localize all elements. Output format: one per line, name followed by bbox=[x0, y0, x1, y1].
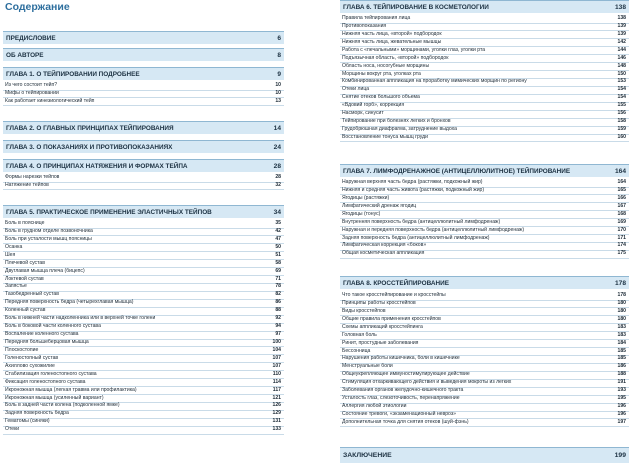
toc-entry-title: Головная боль bbox=[342, 331, 377, 338]
toc-entry-title: Икроножная мышца (легкая травма или профилактика) bbox=[5, 386, 137, 393]
chapter-heading[interactable] bbox=[3, 48, 284, 61]
toc-entry-title: Боль при усталости мышц поясницы bbox=[5, 235, 92, 242]
toc-entry[interactable] bbox=[3, 182, 284, 191]
toc-entry-page: 71 bbox=[275, 275, 281, 282]
toc-entry-page: 110 bbox=[272, 370, 281, 377]
toc-entry-page: 174 bbox=[617, 242, 626, 249]
toc-entry-page: 165 bbox=[617, 186, 626, 193]
toc-entry-title: Формы нарезки тейпов bbox=[5, 174, 60, 180]
chapter-heading[interactable] bbox=[340, 164, 629, 177]
chapter-page: 138 bbox=[614, 4, 626, 11]
toc-entry-page: 107 bbox=[272, 362, 281, 369]
toc-entry-title: Стабилизация голеностопного сустава bbox=[5, 370, 97, 377]
toc-entry-page: 146 bbox=[617, 54, 626, 61]
toc-entry-page: 158 bbox=[617, 118, 626, 125]
toc-entry-title: Подъязычная область, «второй» подбородок bbox=[342, 54, 449, 61]
chapter-page: 178 bbox=[614, 280, 626, 287]
toc-entry-page: 166 bbox=[617, 194, 626, 201]
toc-entry-page: 160 bbox=[617, 133, 626, 140]
toc-entry-title: Отеки bbox=[5, 426, 20, 433]
chapter-page: 34 bbox=[273, 209, 281, 216]
toc-entry-page: 170 bbox=[617, 226, 626, 233]
toc-entry-page: 28 bbox=[275, 174, 281, 180]
chapter-heading[interactable] bbox=[340, 0, 629, 13]
toc-entry-page: 167 bbox=[617, 202, 626, 209]
toc-entry-title: Плоскостопие bbox=[5, 346, 39, 353]
toc-entry-title: Из чего состоит тейп? bbox=[5, 82, 58, 88]
toc-entry-page: 191 bbox=[617, 379, 626, 386]
toc-entry-page: 178 bbox=[617, 292, 626, 298]
chapter-heading[interactable] bbox=[3, 67, 284, 80]
chapter-heading[interactable] bbox=[3, 140, 284, 153]
toc-entry-page: 183 bbox=[617, 323, 626, 330]
toc-entry-page: 69 bbox=[275, 267, 281, 274]
toc-entry-page: 42 bbox=[275, 227, 281, 234]
toc-entry-title: Фиксация голеностопного сустава bbox=[5, 378, 86, 385]
toc-entry-title: Усталость глаз, слезоточивость, перенапряжение bbox=[342, 395, 460, 402]
toc-entry-title: Задняя поверхность бедра (антицеллюлитный лимфодренаж) bbox=[342, 234, 490, 241]
toc-entry-title: Боль в задней части колена (подколенной ямке) bbox=[5, 402, 120, 409]
toc-entry-page: 183 bbox=[617, 331, 626, 338]
toc-entry-page: 51 bbox=[275, 251, 281, 258]
toc-entry[interactable] bbox=[3, 426, 284, 435]
toc-entry-title: Морщины вокруг рта, уголках рта bbox=[342, 70, 421, 77]
toc-entry-page: 88 bbox=[275, 307, 281, 314]
toc-entry-page: 82 bbox=[275, 291, 281, 298]
toc-entry-page: 180 bbox=[617, 307, 626, 314]
toc-entry-page: 117 bbox=[272, 386, 281, 393]
toc-entry-page: 47 bbox=[275, 235, 281, 242]
chapter-page: 199 bbox=[614, 452, 626, 459]
chapter-title: ГЛАВА 1. О ТЕЙПИРОВАНИИ ПОДРОБНЕЕ bbox=[6, 71, 140, 78]
toc-entry-page: 169 bbox=[617, 218, 626, 225]
toc-entry-page: 94 bbox=[275, 323, 281, 330]
toc-entry-page: 92 bbox=[275, 315, 281, 322]
toc-entry-page: 180 bbox=[617, 315, 626, 322]
toc-entry-title: Шея bbox=[5, 251, 16, 258]
toc-entry-title: Локтевой сустав bbox=[5, 275, 44, 282]
chapter-page: 6 bbox=[277, 35, 281, 42]
toc-entry-title: Правила тейпирования лица bbox=[342, 15, 411, 21]
toc-entry-title: Работа с «печальными» морщинами, уголки глаз, уголки рта bbox=[342, 46, 486, 53]
toc-entry-title: Натяжение тейпов bbox=[5, 181, 49, 188]
toc-entry-page: 180 bbox=[617, 299, 626, 306]
toc-entry-page: 195 bbox=[617, 395, 626, 402]
toc-entry-page: 164 bbox=[617, 179, 626, 185]
toc-entry-title: Запястье bbox=[5, 283, 27, 290]
toc-entry-title: Боль в боковой части коленного сустава bbox=[5, 323, 101, 330]
toc-entry-page: 86 bbox=[275, 299, 281, 306]
toc-entry-title: Отеки лица bbox=[342, 86, 370, 93]
toc-entry-page: 131 bbox=[272, 418, 281, 425]
toc-entry-page: 156 bbox=[617, 110, 626, 117]
toc-entry-page: 153 bbox=[617, 78, 626, 85]
toc-entry-page: 184 bbox=[617, 339, 626, 346]
toc-entry-title: Боль в нижней части надколенника или в верхней точке голени bbox=[5, 315, 156, 322]
toc-entry-title: Ягодицы (тонус) bbox=[342, 210, 381, 217]
toc-entry-page: 175 bbox=[617, 250, 626, 257]
toc-entry-page: 139 bbox=[617, 30, 626, 37]
toc-entry-title: Общая косметическая аппликация bbox=[342, 250, 425, 257]
chapter-title: ГЛАВА 2. О ГЛАВНЫХ ПРИНЦИПАХ ТЕЙПИРОВАНИЯ bbox=[6, 125, 174, 132]
toc-entry-title: Икроножная мышца (усиленный вариант) bbox=[5, 394, 104, 401]
toc-entry-title: Противопоказания bbox=[342, 22, 387, 29]
toc-entry-title: Восстановление тонуса мышц груди bbox=[342, 133, 428, 140]
toc-entry-page: 100 bbox=[272, 338, 281, 345]
chapter-page: 164 bbox=[614, 168, 626, 175]
toc-entry-page: 114 bbox=[272, 378, 281, 385]
chapter-heading[interactable] bbox=[340, 276, 629, 289]
chapter-heading[interactable] bbox=[3, 159, 284, 172]
toc-entry-title: Боль в пояснице bbox=[5, 220, 45, 226]
toc-entry-title: Бессонница bbox=[342, 347, 371, 354]
toc-entry-title: Общеукрепляющее иммуностимулирующее действие bbox=[342, 371, 470, 378]
toc-entry-title: Состояние тревоги, «экзаменационный невроз» bbox=[342, 410, 456, 417]
toc-entry-title: Плечевой сустав bbox=[5, 259, 45, 266]
toc-entry-title: Передняя поверхность бедра (четырехглавая мышца) bbox=[5, 299, 134, 306]
toc-entry-page: 78 bbox=[275, 283, 281, 290]
toc-entry-title: Как работает кинезиологический тейп bbox=[5, 97, 95, 104]
toc-entry-page: 139 bbox=[617, 22, 626, 29]
toc-entry[interactable] bbox=[340, 419, 629, 428]
chapter-title: ГЛАВА 6. ТЕЙПИРОВАНИЕ В КОСМЕТОЛОГИИ bbox=[343, 4, 489, 11]
toc-entry-title: Воспаление коленного сустава bbox=[5, 331, 79, 337]
toc-entry-page: 121 bbox=[272, 394, 281, 401]
toc-entry-title: Наружная и передняя поверхность бедра (антицеллюлитный лимфодренаж) bbox=[342, 226, 525, 233]
chapter-page: 24 bbox=[273, 144, 281, 151]
toc-entry-page: 104 bbox=[272, 346, 281, 353]
toc-entry-page: 10 bbox=[275, 82, 281, 88]
toc-entry-page: 150 bbox=[617, 70, 626, 77]
toc-entry-title: Коленный сустав bbox=[5, 307, 46, 314]
toc-entry-title: Внутренняя поверхность бедра (антицеллюлитный лимфодренаж) bbox=[342, 218, 501, 225]
toc-entry-page: 58 bbox=[275, 259, 281, 266]
toc-entry-page: 171 bbox=[617, 234, 626, 241]
chapter-title: ГЛАВА 3. О ПОКАЗАНИЯХ И ПРОТИВОПОКАЗАНИЯХ bbox=[6, 144, 173, 151]
toc-entry-page: 196 bbox=[617, 403, 626, 409]
toc-entry-page: 144 bbox=[617, 46, 626, 53]
toc-entry-page: 148 bbox=[617, 62, 626, 69]
toc-entry-page: 129 bbox=[272, 410, 281, 417]
toc-entry-title: Насморк, синусит bbox=[342, 110, 384, 117]
toc-entry-page: 107 bbox=[272, 354, 281, 361]
toc-entry-title: Осанка bbox=[5, 243, 23, 250]
chapter-title: ГЛАВА 8. КРОССТЕЙПИРОВАНИЕ bbox=[343, 280, 449, 287]
toc-entry-page: 138 bbox=[617, 15, 626, 21]
toc-entry-title: Нарушения работы кишечника, боли в кишечнике bbox=[342, 355, 460, 362]
toc-entry-title: Задняя поверхность бедра bbox=[5, 410, 69, 417]
toc-entry-page: 193 bbox=[617, 387, 626, 394]
toc-entry-title: Заболевания органов желудочно-кишечного тракта bbox=[342, 387, 464, 394]
toc-entry-page: 126 bbox=[272, 402, 281, 409]
toc-entry[interactable] bbox=[340, 250, 629, 259]
toc-entry-page: 35 bbox=[275, 220, 281, 226]
toc-entry-title: Нижняя и средняя часть живота (растяжки, подкожный жир) bbox=[342, 186, 485, 193]
toc-entry-title: Менструальные боли bbox=[342, 363, 393, 370]
toc-entry-page: 159 bbox=[617, 126, 626, 132]
toc-entry-page: 142 bbox=[617, 38, 626, 45]
chapter-title: ПРЕДИСЛОВИЕ bbox=[6, 35, 56, 42]
toc-entry-title: Голеностопный сустав bbox=[5, 354, 59, 361]
toc-entry-title: «Вдовий горб», коррекция bbox=[342, 102, 405, 109]
toc-entry-page: 155 bbox=[617, 102, 626, 109]
toc-entry-title: Наружная верхняя часть бедра (растяжки, подкожный жир) bbox=[342, 179, 483, 185]
page-title: Содержание bbox=[5, 1, 70, 13]
chapter-page: 8 bbox=[277, 52, 281, 59]
toc-entry-page: 186 bbox=[617, 363, 626, 370]
toc-entry-page: 154 bbox=[617, 94, 626, 101]
toc-entry-title: Снятие отеков большого объема bbox=[342, 94, 420, 101]
toc-entry-title: Мифы о тейпировании bbox=[5, 89, 59, 96]
chapter-heading[interactable] bbox=[3, 121, 284, 134]
toc-entry-page: 154 bbox=[617, 86, 626, 93]
chapter-heading[interactable] bbox=[3, 205, 284, 218]
toc-entry-page: 13 bbox=[275, 97, 281, 104]
toc-entry-page: 168 bbox=[617, 210, 626, 217]
chapter-page: 28 bbox=[273, 163, 281, 170]
toc-entry-page: 10 bbox=[275, 89, 281, 96]
toc-entry-title: Боль в грудном отделе позвоночника bbox=[5, 227, 93, 234]
toc-entry-title: Ягодицы (растяжки) bbox=[342, 194, 390, 201]
chapter-title: ГЛАВА 7. ЛИМФОДРЕНАЖНОЕ (АНТИЦЕЛЛЮЛИТНОЕ) ТЕЙПИРОВАНИЕ bbox=[343, 168, 571, 175]
chapter-title: ГЛАВА 4. О ПРИНЦИПАХ НАТЯЖЕНИЯ И ФОРМАХ ТЕЙПА bbox=[6, 163, 188, 170]
toc-entry-title: Тейпирование при болезнях легких и бронхов bbox=[342, 118, 451, 125]
toc-entry-title: Область носа, носогубные морщины bbox=[342, 62, 430, 69]
toc-entry-page: 50 bbox=[275, 243, 281, 250]
toc-entry-page: 185 bbox=[617, 355, 626, 362]
chapter-heading[interactable] bbox=[3, 31, 284, 44]
toc-entry-title: Схемы аппликаций кросстейпинга bbox=[342, 323, 423, 330]
toc-entry-title: Гематомы (синяки) bbox=[5, 418, 50, 425]
toc-entry-title: Стимуляция отхаркивающего действия и выведения мокроты из легких bbox=[342, 379, 512, 386]
toc-entry-page: 197 bbox=[617, 418, 626, 425]
toc-entry-page: 188 bbox=[617, 371, 626, 378]
toc-entry-title: Ринит, простудные заболевания bbox=[342, 339, 419, 346]
chapter-page: 14 bbox=[273, 125, 281, 132]
chapter-title: ЗАКЛЮЧЕНИЕ bbox=[343, 452, 392, 459]
toc-entry-title: Комбинированная аппликация на проработку мимических морщин по региону bbox=[342, 78, 527, 85]
toc-entry[interactable] bbox=[340, 134, 629, 143]
chapter-title: ГЛАВА 5. ПРАКТИЧЕСКОЕ ПРИМЕНЕНИЕ ЭЛАСТИЧНЫХ ТЕЙПОВ bbox=[6, 209, 212, 216]
toc-entry-title: Аллергия любой этиологии bbox=[342, 403, 407, 409]
toc-entry-title: Тазобедренный сустав bbox=[5, 291, 59, 298]
toc-entry-title: Грудобрюшная диафрагма, затруднение выдоха bbox=[342, 126, 457, 132]
toc-entry-page: 97 bbox=[275, 331, 281, 337]
toc-entry[interactable] bbox=[3, 98, 284, 107]
toc-entry-title: Передняя большеберцовая мышца bbox=[5, 338, 89, 345]
toc-entry-title: Ахиллово сухожилие bbox=[5, 362, 55, 369]
toc-entry-page: 185 bbox=[617, 347, 626, 354]
toc-entry-page: 32 bbox=[275, 181, 281, 188]
toc-entry-title: Лимфатический дренаж ягодиц bbox=[342, 202, 417, 209]
toc-entry-title: Дополнительная точка для снятия отеков (шуй-фэнь) bbox=[342, 418, 469, 425]
toc-entry-title: Двуглавая мышца плеча (бицепс) bbox=[5, 267, 85, 274]
closing-section-heading[interactable] bbox=[340, 447, 629, 463]
toc-entry-page: 133 bbox=[272, 426, 281, 433]
chapter-title: ОБ АВТОРЕ bbox=[6, 52, 44, 59]
toc-entry-title: Что такое кросстейпирование и кросстейпы bbox=[342, 292, 446, 298]
toc-entry-title: Лимфатическая коррекция «боков» bbox=[342, 242, 427, 249]
toc-entry-title: Общие правила применения кросстейпов bbox=[342, 315, 441, 322]
toc-entry-title: Виды кросстейпов bbox=[342, 307, 386, 314]
chapter-page: 9 bbox=[277, 71, 281, 78]
toc-entry-page: 196 bbox=[617, 410, 626, 417]
toc-entry-title: Нижняя часть лица, жевательные мышцы bbox=[342, 38, 442, 45]
toc-entry-title: Нижняя часть лица, «второй» подбородок bbox=[342, 30, 442, 37]
toc-entry-title: Принципы работы кросстейпов bbox=[342, 299, 416, 306]
